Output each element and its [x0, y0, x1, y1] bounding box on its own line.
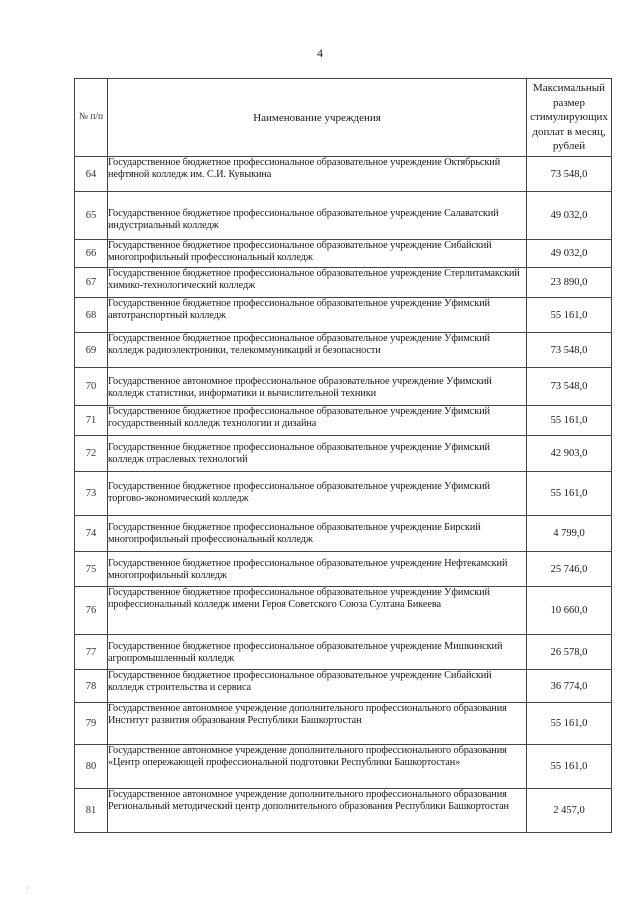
row-institution-name: Государственное бюджетное профессиональное образовательное учреждение Стерлитамакский химико-технологический колледж — [108, 268, 527, 298]
table-row — [75, 670, 612, 703]
row-amount: 55 161,0 — [527, 745, 612, 789]
row-institution-name: Государственное автономное учреждение дополнительного профессионального образования «Центр опережающей профессиональной подготовки Республики Башкортостан» — [108, 745, 527, 789]
row-number: 68 — [75, 298, 108, 333]
table-row — [75, 240, 612, 268]
row-number: 79 — [75, 703, 108, 745]
row-number: 76 — [75, 587, 108, 635]
row-amount: 4 799,0 — [527, 516, 612, 552]
row-institution-name: Государственное бюджетное профессиональное образовательное учреждение Уфимский государственный колледж технологии и дизайна — [108, 406, 527, 436]
table-row — [75, 157, 612, 192]
row-amount: 73 548,0 — [527, 157, 612, 192]
table-row — [75, 472, 612, 516]
table-row — [75, 298, 612, 333]
row-institution-name: Государственное бюджетное профессиональное образовательное учреждение Уфимский колледж радиоэлектроники, телекоммуникаций и безопасности — [108, 333, 527, 368]
row-amount: 55 161,0 — [527, 703, 612, 745]
row-institution-name: Государственное бюджетное профессиональное образовательное учреждение Уфимский колледж отраслевых технологий — [108, 436, 527, 472]
table-row — [75, 333, 612, 368]
row-amount: 73 548,0 — [527, 368, 612, 406]
header-max-amount: Максимальный размер стимулирующих доплат в месяц, рублей — [527, 79, 612, 157]
row-number: 71 — [75, 406, 108, 436]
row-amount: 55 161,0 — [527, 298, 612, 333]
table-row — [75, 789, 612, 833]
row-amount: 55 161,0 — [527, 406, 612, 436]
table-row — [75, 745, 612, 789]
table-row — [75, 406, 612, 436]
table-row — [75, 268, 612, 298]
row-amount: 42 903,0 — [527, 436, 612, 472]
row-number: 67 — [75, 268, 108, 298]
table-row — [75, 635, 612, 670]
row-number: 78 — [75, 670, 108, 703]
table-row — [75, 552, 612, 587]
row-number: 77 — [75, 635, 108, 670]
row-institution-name: Государственное бюджетное профессиональное образовательное учреждение Нефтекамский многопрофильный колледж — [108, 552, 527, 587]
row-institution-name: Государственное автономное профессиональное образовательное учреждение Уфимский колледж статистики, информатики и вычислительной техники — [108, 368, 527, 406]
row-institution-name: Государственное бюджетное профессиональное образовательное учреждение Салаватский индустриальный колледж — [108, 192, 527, 240]
row-institution-name: Государственное бюджетное профессиональное образовательное учреждение Сибайский многопрофильный профессиональный колледж — [108, 240, 527, 268]
row-institution-name: Государственное бюджетное профессиональное образовательное учреждение Сибайский колледж строительства и сервиса — [108, 670, 527, 703]
table-header-row — [75, 79, 612, 157]
row-institution-name: Государственное бюджетное профессиональное образовательное учреждение Бирский многопрофильный профессиональный колледж — [108, 516, 527, 552]
header-number: № п/п — [75, 79, 108, 157]
table-row — [75, 192, 612, 240]
row-institution-name: Государственное бюджетное профессиональное образовательное учреждение Уфимский торгово-экономический колледж — [108, 472, 527, 516]
row-amount: 36 774,0 — [527, 670, 612, 703]
row-number: 73 — [75, 472, 108, 516]
row-amount: 55 161,0 — [527, 472, 612, 516]
row-institution-name: Государственное автономное учреждение дополнительного профессионального образования Институт развития образования Республики Башкортостан — [108, 703, 527, 745]
page-number: 4 — [317, 46, 323, 60]
row-amount: 26 578,0 — [527, 635, 612, 670]
row-number: 81 — [75, 789, 108, 833]
row-number: 75 — [75, 552, 108, 587]
row-institution-name: Государственное бюджетное профессиональное образовательное учреждение Уфимский автотранспортный колледж — [108, 298, 527, 333]
row-institution-name: Государственное бюджетное профессиональное образовательное учреждение Мишкинский агропромышленный колледж — [108, 635, 527, 670]
row-amount: 73 548,0 — [527, 333, 612, 368]
row-amount: 49 032,0 — [527, 192, 612, 240]
row-institution-name: Государственное бюджетное профессиональное образовательное учреждение Уфимский профессиональный колледж имени Героя Советского Союза Султана Бикеева — [108, 587, 527, 635]
row-institution-name: Государственное бюджетное профессиональное образовательное учреждение Октябрьский нефтяной колледж им. С.И. Кувыкина — [108, 157, 527, 192]
row-amount: 49 032,0 — [527, 240, 612, 268]
header-institution-name: Наименование учреждения — [108, 79, 527, 157]
row-institution-name: Государственное автономное учреждение дополнительного профессионального образования Региональный методический центр дополнительного образования Республики Башкортостан — [108, 789, 527, 833]
row-number: 70 — [75, 368, 108, 406]
institutions-table — [74, 78, 612, 833]
row-amount: 10 660,0 — [527, 587, 612, 635]
row-number: 69 — [75, 333, 108, 368]
table-row — [75, 368, 612, 406]
table-row — [75, 703, 612, 745]
row-number: 74 — [75, 516, 108, 552]
table-row — [75, 516, 612, 552]
table-row — [75, 436, 612, 472]
row-number: 65 — [75, 192, 108, 240]
row-number: 64 — [75, 157, 108, 192]
row-amount: 2 457,0 — [527, 789, 612, 833]
row-number: 80 — [75, 745, 108, 789]
row-amount: 25 746,0 — [527, 552, 612, 587]
row-number: 66 — [75, 240, 108, 268]
row-number: 72 — [75, 436, 108, 472]
row-amount: 23 890,0 — [527, 268, 612, 298]
scan-speck: · — [26, 884, 29, 893]
table-row — [75, 587, 612, 635]
